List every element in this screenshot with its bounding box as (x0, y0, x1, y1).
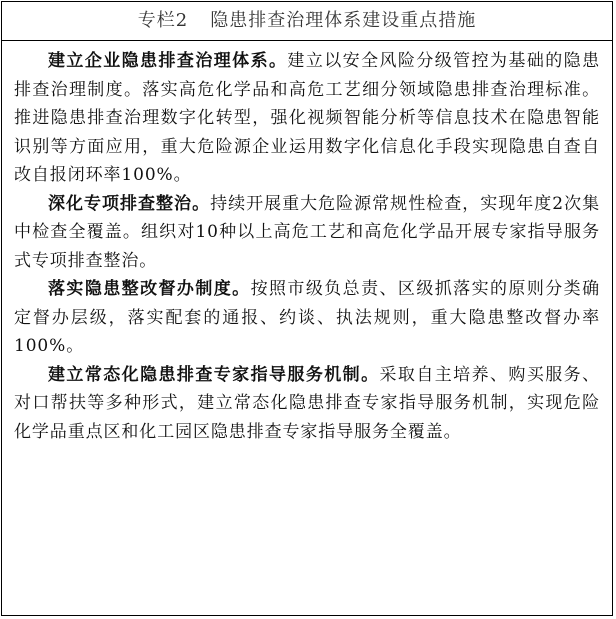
paragraph-text: 采取自主培养、购买服务、对口帮扶等多种形式，建立常态化隐患排查专家指导服务机制，实现危险化学品重点区和化工园区隐患排查专家指导服务全覆盖。 (14, 364, 600, 442)
column-label: 专栏2 (137, 10, 189, 31)
column-box (1, 1, 613, 616)
paragraph-heading: 深化专项排查整治。 (48, 193, 211, 214)
paragraph-heading: 建立企业隐患排查治理体系。 (48, 51, 288, 71)
paragraph-text: 按照市级负总责、区级抓落实的原则分类确定督办层级，落实配套的通报、约谈、执法规则，重大隐患整改督办率100%。 (14, 279, 600, 356)
paragraph-text: 持续开展重大危险源常规性检查，实现年度2次集中检查全覆盖。组织对10种以上高危工艺和高危化学品开展专家指导服务式专项排查整治。 (14, 193, 600, 271)
paragraph-text: 建立以安全风险分级管控为基础的隐患排查治理制度。落实高危化学品和高危工艺细分领域隐患排查治理标准。推进隐患排查治理数字化转型，强化视频智能分析等信息技术在隐患智能识别等方面应用，重大危险源企业运用数字化信息化手段实现隐患自查自改自报闭环率100%。 (14, 51, 600, 185)
paragraph-heading: 建立常态化隐患排查专家指导服务机制。 (48, 364, 380, 385)
paragraph-rectification-supervision (14, 275, 600, 361)
column-title-bar (2, 2, 612, 41)
paragraph-enterprise-system (14, 47, 600, 190)
paragraph-special-inspection (14, 190, 600, 276)
paragraph-heading: 落实隐患整改督办制度。 (48, 279, 251, 299)
column-title: 隐患排查治理体系建设重点措施 (210, 10, 477, 31)
paragraph-expert-service (14, 361, 600, 447)
column-body (2, 41, 612, 446)
